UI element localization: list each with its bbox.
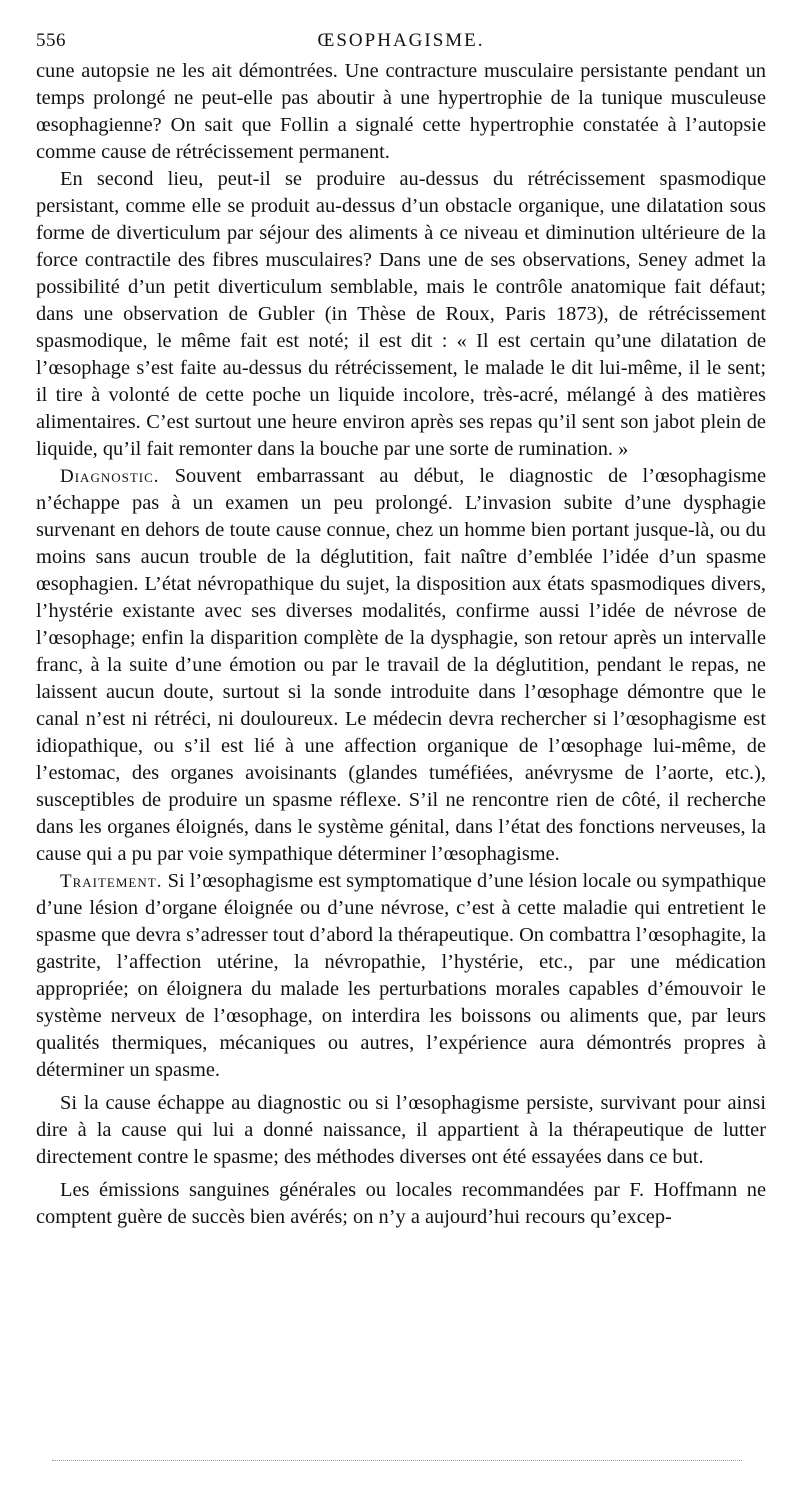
paragraph-2: En second lieu, peut-il se produire au-dessus du rétrécissement spasmodique persistant, comme elle se produit au-dessus d’un obstacle organique, une dilatation sous forme de diverticulum par séjour des aliments à ce niveau et diminution ultérieure de la force contractile des fibres musculaires? Dans une de ses observations, Seney admet la possibilité d’un petit diverticulum semblable, mais le contrôle anatomique fait défaut; dans une observation de Gubler (in Thèse de Roux, Paris 1873), de rétrécissement spasmodique, le même fait est noté; il est dit : « Il est certain qu’une dilatation de l’œsophage s’est faite au-dessus du rétrécissement, le malade le dit lui-même, il le sent; il tire à volonté de cette poche un liquide incolore, très-acré, mélangé à des matières alimentaires. C’est surtout une heure environ après ses repas qu’il sent son jabot plein de liquide, qu’il fait remonter dans la bouche par une sorte de rumination. » [36,168,766,460]
section-heading-diagnostic: Diagnostic. [60,466,160,487]
paragraph-traitement-text: Si l’œsophagisme est symptomatique d’une lésion locale ou sympathique d’une lésion d’organe éloignée ou d’une névrose, c’est à cette maladie qui entretient le spasme que devra s’adresser tout d’abord la thérapeutique. On combattra l’œsophagite, la gastrite, l’affection utérine, la névropathie, l’hystérie, etc., par une médication appropriée; on éloignera du malade les perturbations morales capables d’émouvoir le système nerveux de l’œsophage, on interdira les boissons ou aliments que, par leurs qualités thermiques, mécaniques ou autres, l’expérience aura démontrés propres à déterminer un spasme. [36,870,767,1081]
page-number: 556 [36,30,66,51]
paragraph-1: cune autopsie ne les ait démontrées. Une contracture musculaire persistante pendant un temps prolongé ne peut-elle pas aboutir à une hypertrophie de la tunique musculeuse œsophagienne? On sait que Follin a signalé cette hypertrophie constatée à l’autopsie comme cause de rétrécissement permanent. [36,60,766,163]
section-heading-traitement: Traitement. [60,871,163,892]
running-head: ŒSOPHAGISME. [317,30,485,51]
paragraph-diagnostic [36,463,766,868]
footer-dotted-rule [52,1460,742,1461]
document-page [36,30,766,1231]
paragraph-diagnostic-text: Souvent embarrassant au début, le diagnostic de l’œsophagisme n’échappe pas à un examen un peu prolongé. L’invasion subite d’une dysphagie survenant en dehors de toute cause connue, chez un homme bien portant jusque-là, ou du moins sans aucun trouble de la déglutition, fait naître d’emblée l’idée d’un spasme œsophagien. L’état névropathique du sujet, la disposition aux états spasmodiques divers, l’hystérie existante avec ses diverses modalités, confirme aussi l’idée de névrose de l’œsophage; enfin la disparition complète de la dysphagie, son retour après un intervalle franc, à la suite d’une émotion ou par le travail de la déglutition, pendant le repas, ne laissent aucun doute, surtout si la sonde introduite dans l’œsophage démontre que le canal n’est ni rétréci, ni douloureux. Le médecin devra rechercher si l’œsophagisme est idiopathique, ou s’il est lié à une affection organique de l’œsophage lui-même, de l’estomac, des organes avoisinants (glandes tuméfiées, anévrysme de l’aorte, etc.), susceptibles de produire un spasme réflexe. S’il ne rencontre rien de côté, il recherche dans les organes éloignés, dans le système génital, dans l’état des fonctions nerveuses, la cause qui a pu par voie sympathique déterminer l’œsophagisme. [36,465,766,865]
paragraph-traitement [36,868,766,1084]
paragraph-5: Si la cause échappe au diagnostic ou si l’œsophagisme persiste, survivant pour ainsi dire à la cause qui lui a donné naissance, il appartient à la thérapeutique de lutter directement contre le spasme; des méthodes diverses ont été essayées dans ce but. [36,1092,766,1168]
page-header [36,30,766,58]
body-text [36,58,766,1231]
paragraph-6: Les émissions sanguines générales ou locales recommandées par F. Hoffmann ne comptent guère de succès bien avérés; on n’y a aujourd’hui recours qu’excep- [36,1179,766,1228]
